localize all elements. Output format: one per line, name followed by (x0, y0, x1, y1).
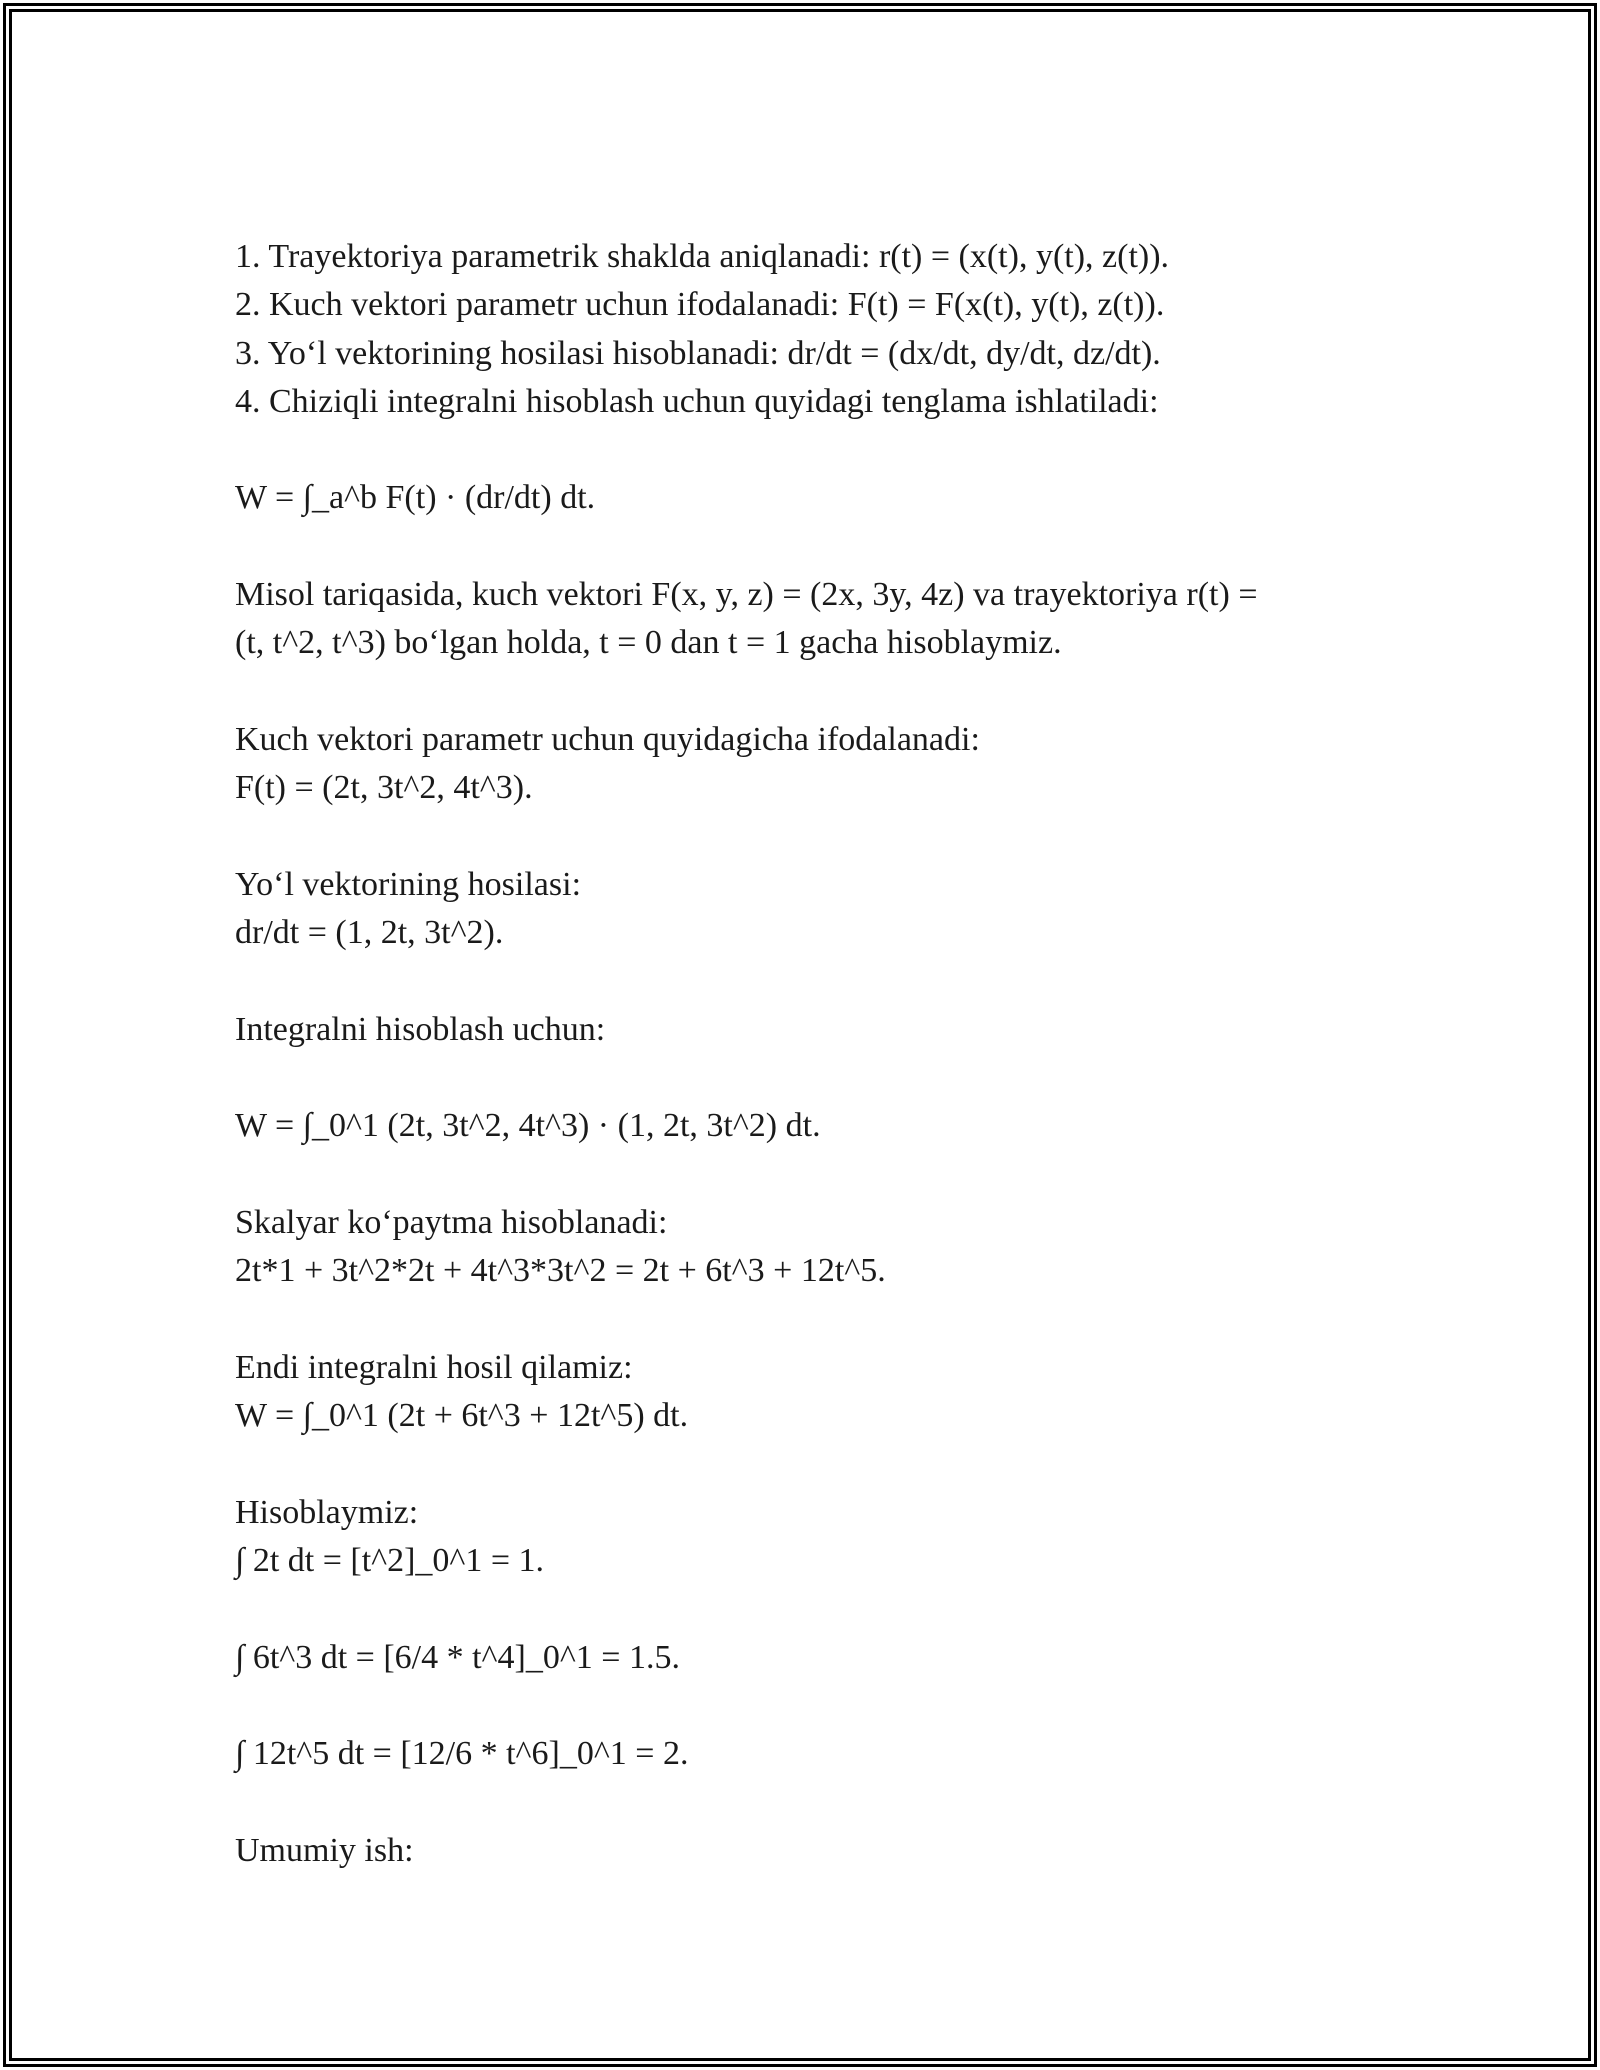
integral-setup-formula: W = ∫_0^1 (2t + 6t^3 + 12t^5) dt. (235, 1397, 689, 1435)
step-2-text: 2. Kuch vektori parametr uchun ifodalanadi: F(t) = F(x(t), y(t), z(t)). (235, 286, 1165, 324)
integral-term-2: ∫ 6t^3 dt = [6/4 * t^4]_0^1 = 1.5. (235, 1638, 680, 1676)
blank-line (235, 668, 1435, 716)
integral-term-3: ∫ 12t^5 dt = [12/6 * t^6]_0^1 = 2. (235, 1735, 689, 1773)
example-text-line-1: Misol tariqasida, kuch vektori F(x, y, z) = (2x, 3y, 4z) va trayektoriya r(t) = (235, 576, 1258, 614)
force-param-formula: F(t) = (2t, 3t^2, 4t^3). (235, 769, 533, 807)
step-3-text: 3. Yo‘l vektorining hosilasi hisoblanadi: dr/dt = (dx/dt, dy/dt, dz/dt). (235, 334, 1161, 372)
example-text-line-2: (t, t^2, t^3) bo‘lgan holda, t = 0 dan t = 1 gacha hisoblaymiz. (235, 624, 1062, 662)
step-4-text: 4. Chiziqli integralni hisoblash uchun quyidagi tenglama ishlatiladi: (235, 382, 1159, 420)
blank-line (235, 1151, 1435, 1199)
blank-line (235, 1682, 1435, 1730)
compute-heading: Hisoblaymiz: (235, 1493, 419, 1531)
derivative-heading: Yo‘l vektorining hosilasi: (235, 865, 582, 903)
document-body (235, 233, 1435, 1875)
blank-line (235, 1440, 1435, 1488)
work-formula: W = ∫_a^b F(t) · (dr/dt) dt. (235, 479, 596, 517)
force-param-heading: Kuch vektori parametr uchun quyidagicha ifodalanadi: (235, 720, 980, 758)
integral-term-1: ∫ 2t dt = [t^2]_0^1 = 1. (235, 1542, 545, 1580)
blank-line (235, 1054, 1435, 1102)
dot-product-formula: 2t*1 + 3t^2*2t + 4t^3*3t^2 = 2t + 6t^3 + 12t^5. (235, 1252, 886, 1290)
blank-line (235, 426, 1435, 474)
blank-line (235, 1779, 1435, 1827)
blank-line (235, 813, 1435, 861)
blank-line (235, 1585, 1435, 1633)
step-1-text: 1. Trayektoriya parametrik shaklda aniqlanadi: r(t) = (x(t), y(t), z(t)). (235, 238, 1170, 275)
derivative-formula: dr/dt = (1, 2t, 3t^2). (235, 914, 504, 952)
dot-product-heading: Skalyar ko‘paytma hisoblanadi: (235, 1203, 668, 1241)
integral-setup-heading: Endi integralni hosil qilamiz: (235, 1348, 633, 1386)
total-work-heading: Umumiy ish: (235, 1831, 414, 1869)
blank-line (235, 957, 1435, 1005)
integral-heading: Integralni hisoblash uchun: (235, 1010, 606, 1048)
blank-line (235, 1296, 1435, 1344)
blank-line (235, 523, 1435, 571)
integral-formula: W = ∫_0^1 (2t, 3t^2, 4t^3) · (1, 2t, 3t^2) dt. (235, 1107, 821, 1145)
